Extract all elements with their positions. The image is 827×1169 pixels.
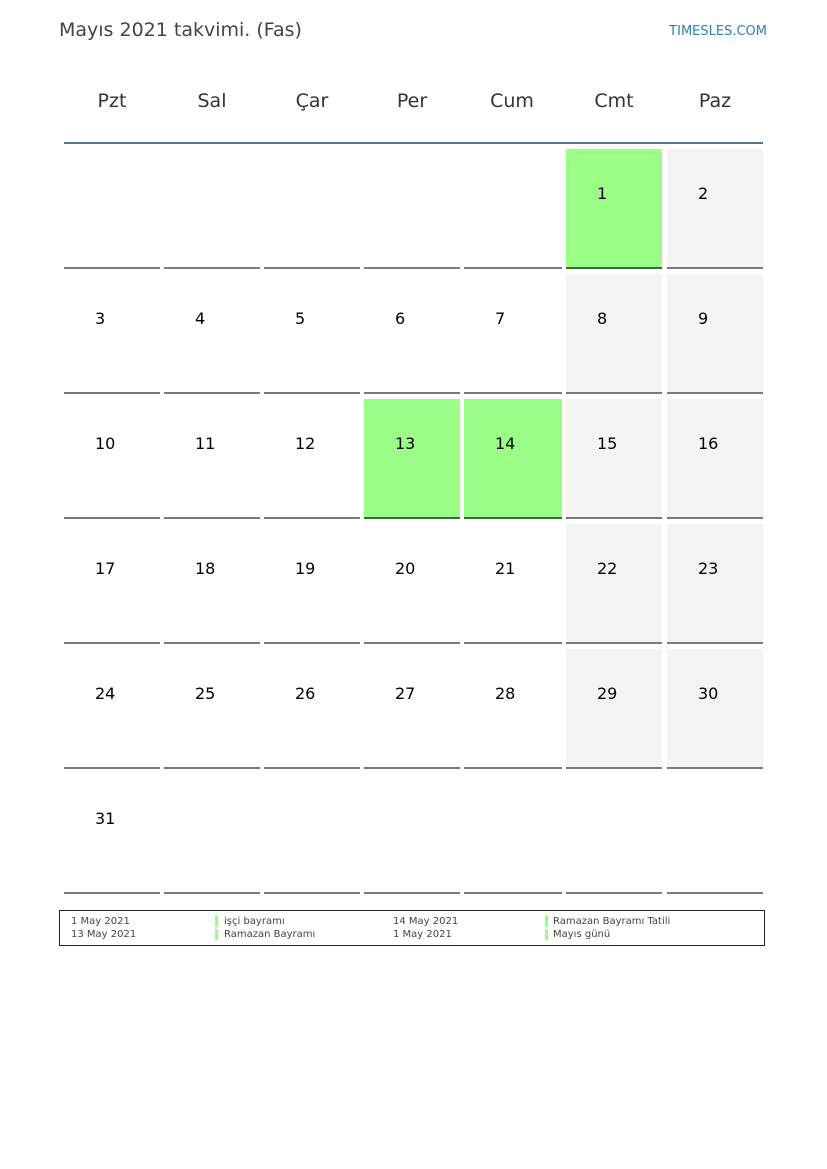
day-cell <box>364 274 460 394</box>
cell-underline <box>64 267 160 269</box>
legend-holiday-name: işçi bayramı <box>224 916 285 927</box>
day-cell <box>364 649 460 769</box>
day-number: 18 <box>195 559 216 578</box>
cell-underline <box>264 767 360 769</box>
page-title: Mayıs 2021 takvimi. (Fas) <box>59 19 302 41</box>
cell-underline <box>64 767 160 769</box>
day-number: 1 <box>597 184 608 203</box>
cell-underline <box>667 642 763 644</box>
cell-underline <box>64 392 160 394</box>
cell-underline <box>566 392 662 394</box>
cell-underline <box>566 267 662 269</box>
legend-date: 13 May 2021 <box>71 929 137 940</box>
day-number: 20 <box>395 559 416 578</box>
cell-underline <box>464 392 562 394</box>
empty-day-cell <box>566 774 662 894</box>
day-cell <box>667 649 763 769</box>
empty-day-cell <box>164 149 260 269</box>
day-cell <box>64 524 160 644</box>
day-number: 14 <box>495 434 516 453</box>
day-cell <box>566 274 662 394</box>
cell-underline <box>164 392 260 394</box>
day-number: 23 <box>698 559 719 578</box>
day-cell <box>264 524 360 644</box>
day-number: 22 <box>597 559 618 578</box>
weekday-label: Cmt <box>594 90 634 112</box>
day-number: 24 <box>95 684 116 703</box>
day-cell <box>64 274 160 394</box>
day-cell <box>264 649 360 769</box>
empty-day-cell <box>364 149 460 269</box>
day-number: 28 <box>495 684 516 703</box>
day-cell <box>464 524 562 644</box>
cell-underline <box>264 392 360 394</box>
legend-holiday-name: Ramazan Bayramı <box>224 929 316 940</box>
day-number: 29 <box>597 684 618 703</box>
weekday-header <box>64 78 764 128</box>
cell-underline <box>464 892 562 894</box>
day-cell <box>164 524 260 644</box>
weekday-label: Sal <box>197 90 227 112</box>
day-cell <box>164 274 260 394</box>
day-number: 10 <box>95 434 116 453</box>
day-cell <box>464 274 562 394</box>
cell-underline <box>164 517 260 519</box>
day-cell <box>566 149 662 269</box>
day-number: 3 <box>95 309 106 328</box>
legend-holiday-name: Ramazan Bayramı Tatili <box>553 916 671 927</box>
day-number: 7 <box>495 309 506 328</box>
holiday-color-swatch <box>215 916 218 927</box>
empty-day-cell <box>64 149 160 269</box>
cell-underline <box>64 892 160 894</box>
day-number: 12 <box>295 434 316 453</box>
weekday-label: Pzt <box>97 90 127 112</box>
legend-date: 1 May 2021 <box>71 916 130 927</box>
holiday-color-swatch <box>215 929 218 940</box>
site-link[interactable]: TIMESLES.COM <box>669 24 767 39</box>
holiday-color-swatch <box>545 916 548 927</box>
cell-underline <box>364 642 460 644</box>
cell-underline <box>464 517 562 519</box>
cell-underline <box>364 517 460 519</box>
day-number: 16 <box>698 434 719 453</box>
legend-holiday-name: Mayıs günü <box>553 929 611 940</box>
day-number: 11 <box>195 434 216 453</box>
holiday-color-swatch <box>545 929 548 940</box>
cell-underline <box>667 392 763 394</box>
day-cell <box>667 149 763 269</box>
cell-underline <box>364 767 460 769</box>
day-cell <box>64 399 160 519</box>
header-divider <box>64 142 763 144</box>
day-number: 2 <box>698 184 709 203</box>
day-cell <box>264 274 360 394</box>
empty-day-cell <box>364 774 460 894</box>
day-number: 6 <box>395 309 406 328</box>
cell-underline <box>566 642 662 644</box>
cell-underline <box>264 642 360 644</box>
empty-day-cell <box>667 774 763 894</box>
day-number: 26 <box>295 684 316 703</box>
cell-underline <box>364 892 460 894</box>
day-cell <box>566 524 662 644</box>
day-number: 27 <box>395 684 416 703</box>
empty-day-cell <box>464 774 562 894</box>
cell-underline <box>64 517 160 519</box>
day-number: 13 <box>395 434 416 453</box>
day-number: 30 <box>698 684 719 703</box>
cell-underline <box>566 767 662 769</box>
day-cell <box>464 649 562 769</box>
cell-underline <box>667 767 763 769</box>
weekday-label: Çar <box>295 90 329 112</box>
cell-underline <box>464 267 562 269</box>
day-number: 21 <box>495 559 516 578</box>
day-cell <box>364 399 460 519</box>
cell-underline <box>464 767 562 769</box>
day-number: 31 <box>95 809 116 828</box>
weekday-label: Cum <box>490 90 534 112</box>
day-cell <box>164 399 260 519</box>
weekday-label: Paz <box>698 90 732 112</box>
day-number: 5 <box>295 309 306 328</box>
cell-underline <box>667 267 763 269</box>
cell-underline <box>364 267 460 269</box>
empty-day-cell <box>164 774 260 894</box>
empty-day-cell <box>264 774 360 894</box>
empty-day-cell <box>264 149 360 269</box>
day-cell <box>364 524 460 644</box>
cell-underline <box>64 642 160 644</box>
day-number: 9 <box>698 309 709 328</box>
day-number: 8 <box>597 309 608 328</box>
day-number: 17 <box>95 559 116 578</box>
legend-date: 1 May 2021 <box>393 929 452 940</box>
cell-underline <box>264 892 360 894</box>
day-cell <box>566 649 662 769</box>
cell-underline <box>164 642 260 644</box>
cell-underline <box>566 892 662 894</box>
cell-underline <box>264 517 360 519</box>
day-cell <box>464 399 562 519</box>
day-cell <box>566 399 662 519</box>
day-cell <box>164 649 260 769</box>
day-number: 15 <box>597 434 618 453</box>
cell-underline <box>667 517 763 519</box>
holiday-legend <box>59 910 765 946</box>
cell-underline <box>667 892 763 894</box>
day-cell <box>64 774 160 894</box>
cell-underline <box>364 392 460 394</box>
cell-underline <box>464 642 562 644</box>
day-cell <box>264 399 360 519</box>
day-cell <box>667 274 763 394</box>
day-number: 19 <box>295 559 316 578</box>
day-number: 4 <box>195 309 206 328</box>
day-number: 25 <box>195 684 216 703</box>
day-cell <box>667 399 763 519</box>
legend-date: 14 May 2021 <box>393 916 459 927</box>
cell-underline <box>264 267 360 269</box>
cell-underline <box>164 267 260 269</box>
day-cell <box>64 649 160 769</box>
day-cell <box>667 524 763 644</box>
cell-underline <box>164 767 260 769</box>
cell-underline <box>164 892 260 894</box>
empty-day-cell <box>464 149 562 269</box>
cell-underline <box>566 517 662 519</box>
weekday-label: Per <box>396 90 428 112</box>
